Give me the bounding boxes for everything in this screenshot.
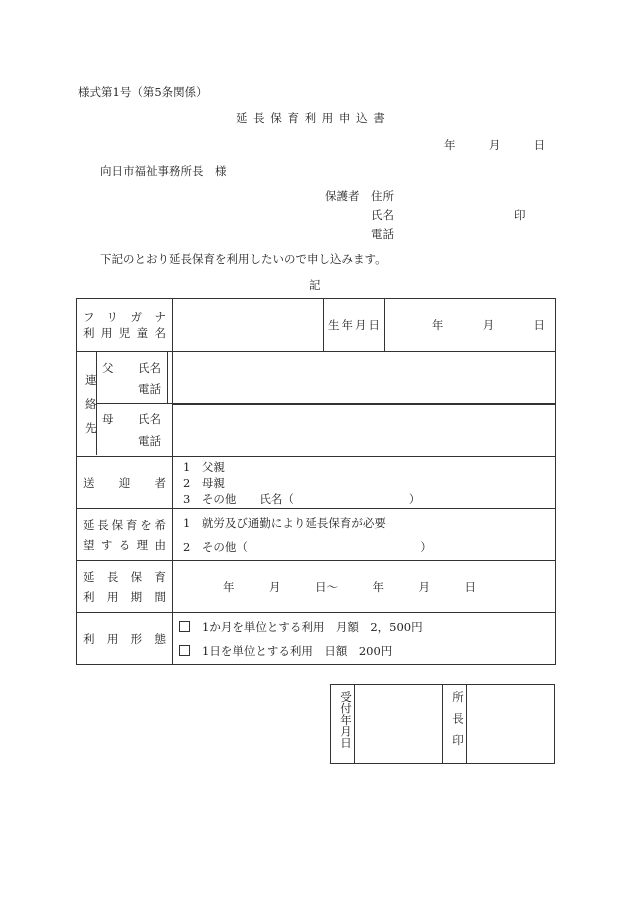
- child-name-label: 利用児童名: [83, 326, 166, 340]
- date-month: 月: [488, 138, 501, 152]
- guardian-phone-label: 電話: [371, 227, 394, 241]
- birth-year: 年: [431, 318, 444, 332]
- contact-label-2: 絡: [85, 397, 97, 411]
- intro-text: 下記のとおり延長保育を利用したいので申し込みます。: [100, 252, 387, 266]
- guardian-address-label: 住所: [371, 189, 394, 203]
- pickup-label-cell: [77, 457, 173, 509]
- reason-options: [173, 509, 556, 561]
- usage-label-cell: [77, 613, 173, 665]
- addressee: 向日市福祉事務所長 様: [100, 164, 227, 178]
- ki-heading: 記: [309, 278, 321, 292]
- reception-box: [330, 684, 555, 764]
- father-row: [173, 352, 556, 405]
- form-number: 様式第1号（第5条関係）: [78, 85, 208, 99]
- period-label-1: 延長保育: [83, 569, 166, 584]
- contact-label-1: 連: [85, 373, 97, 387]
- pickup-options: [173, 457, 556, 509]
- usage-options: [173, 613, 556, 665]
- birth-day: 日: [533, 318, 545, 332]
- date-day: 日: [533, 138, 546, 152]
- birth-month: 月: [482, 318, 495, 332]
- received-date-field[interactable]: [355, 685, 443, 764]
- mother-name-label: 氏名: [138, 412, 161, 426]
- pickup-option-other[interactable]: 3 その他 氏名（ ）: [183, 491, 421, 506]
- child-name-field[interactable]: [173, 299, 324, 352]
- checkbox-daily[interactable]: [179, 645, 190, 656]
- guardian-label: 保護者: [325, 189, 360, 203]
- received-date-label: 受付年月日: [331, 685, 355, 764]
- mother-row: [173, 405, 556, 457]
- pickup-label: 送迎者: [83, 475, 166, 490]
- reason-label-cell: [77, 509, 173, 561]
- birthdate-label: 生年月日: [328, 318, 381, 332]
- checkbox-monthly[interactable]: [179, 621, 190, 632]
- child-name-label-cell: [77, 299, 173, 352]
- mother-label: 母: [102, 412, 114, 426]
- director-seal-field[interactable]: [467, 685, 555, 764]
- period-label-cell: [77, 561, 173, 613]
- mother-phone-label: 電話: [138, 434, 161, 448]
- reason-option-work[interactable]: 1 就労及び通勤により延長保育が必要: [183, 515, 386, 530]
- pickup-option-mother[interactable]: 2 母親: [183, 475, 225, 490]
- page-title: 延 長 保 育 利 用 申 込 書: [236, 111, 386, 125]
- date-line: [444, 137, 545, 153]
- director-seal-label: 所長印: [443, 685, 467, 764]
- usage-option-monthly-label: 1か月を単位とする利用 月額 2，500円: [202, 619, 423, 634]
- seal-mark: 印: [514, 208, 526, 222]
- reason-option-other[interactable]: 2 その他（ ）: [183, 539, 432, 554]
- usage-label: 利用形態: [83, 631, 166, 646]
- period-label-2: 利用期間: [83, 589, 166, 604]
- reason-label-2: 望する理由: [83, 537, 166, 552]
- spacer: [103, 351, 172, 352]
- usage-option-daily-label: 1日を単位とする利用 日額 200円: [202, 643, 393, 658]
- furigana-label: フリガナ: [83, 310, 166, 324]
- pickup-option-father[interactable]: 1 父親: [183, 459, 225, 474]
- usage-option-monthly[interactable]: [179, 615, 549, 639]
- application-table: [76, 298, 556, 665]
- father-name-label: 氏名: [138, 361, 161, 375]
- reason-label-1: 延長保育を希: [83, 517, 166, 532]
- birthdate-field[interactable]: [385, 299, 556, 352]
- period-field[interactable]: 年 月 日～ 年 月 日: [173, 561, 556, 613]
- date-year: 年: [444, 138, 456, 152]
- father-label: 父: [102, 361, 114, 375]
- usage-option-daily[interactable]: [179, 639, 549, 663]
- guardian-name-label: 氏名: [371, 208, 394, 222]
- contact-label-3: 先: [85, 421, 97, 435]
- father-mother-divider: [96, 403, 556, 404]
- father-phone-label: 電話: [138, 382, 161, 396]
